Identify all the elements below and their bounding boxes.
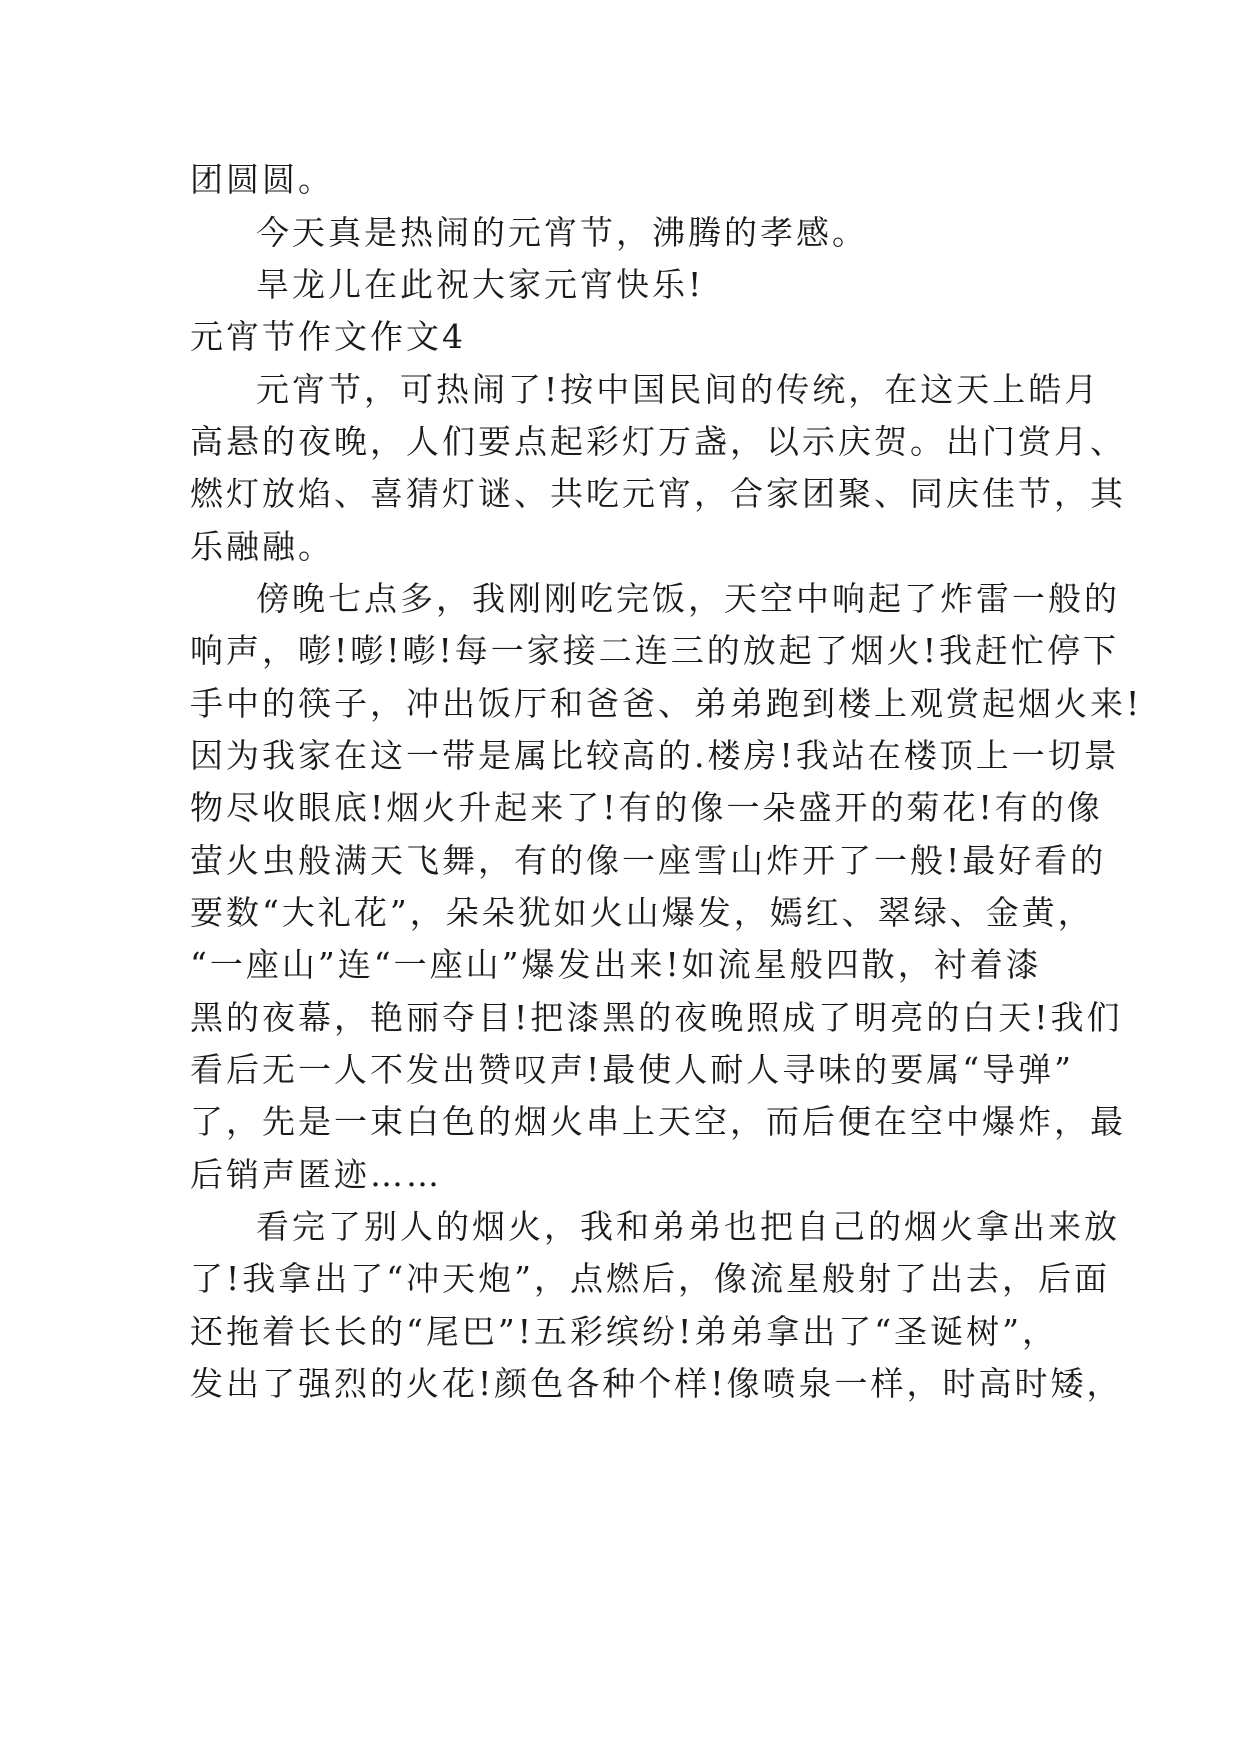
paragraph-line: 旱龙儿在此祝大家元宵快乐! (256, 265, 705, 304)
paragraph-line: 要数“大礼花”，朵朵犹如火山爆发，嫣红、翠绿、金黄， (190, 893, 1094, 932)
paragraph-line: 高悬的夜晚，人们要点起彩灯万盏，以示庆贺。出门赏月、 (190, 422, 1126, 461)
paragraph-line: 后销声匿迹…… (190, 1155, 442, 1194)
paragraph-line: 响声，嘭!嘭!嘭!每一家接二连三的放起了烟火!我赶忙停下 (190, 631, 1120, 670)
paragraph-line: 了!我拿出了“冲天炮”，点燃后，像流星般射了出去，后面 (190, 1259, 1111, 1298)
paragraph-line: 今天真是热闹的元宵节，沸腾的孝感。 (256, 213, 868, 252)
paragraph-line: 还拖着长长的“尾巴”!五彩缤纷!弟弟拿出了“圣诞树”， (190, 1312, 1059, 1351)
paragraph-line: 手中的筷子，冲出饭厅和爸爸、弟弟跑到楼上观赏起烟火来! (190, 684, 1143, 723)
paragraph-line: “一座山”连“一座山”爆发出来!如流星般四散，衬着漆 (190, 945, 1042, 984)
paragraph-line: 了，先是一束白色的烟火串上天空，而后便在空中爆炸，最 (190, 1102, 1126, 1141)
paragraph-line: 看后无一人不发出赞叹声!最使人耐人寻味的要属“导弹” (190, 1050, 1075, 1089)
paragraph-line: 发出了强烈的火花!颜色各种个样!像喷泉一样，时高时矮， (190, 1364, 1123, 1403)
paragraph-line: 团圆圆。 (190, 160, 334, 199)
paragraph-line: 萤火虫般满天飞舞，有的像一座雪山炸开了一般!最好看的 (190, 841, 1107, 880)
paragraph-line: 燃灯放焰、喜猜灯谜、共吃元宵，合家团聚、同庆佳节，其 (190, 474, 1126, 513)
paragraph-line: 乐融融。 (190, 527, 334, 566)
paragraph-line: 因为我家在这一带是属比较高的.楼房!我站在楼顶上一切景 (190, 736, 1120, 775)
paragraph-line: 物尽收眼底!烟火升起来了!有的像一朵盛开的菊花!有的像 (190, 788, 1103, 827)
paragraph-line: 黑的夜幕，艳丽夺目!把漆黑的夜晚照成了明亮的白天!我们 (190, 998, 1123, 1037)
paragraph-line: 傍晚七点多，我刚刚吃完饭，天空中响起了炸雷一般的 (256, 579, 1120, 618)
paragraph-line: 看完了别人的烟火，我和弟弟也把自己的烟火拿出来放 (256, 1207, 1120, 1246)
section-heading: 元宵节作文作文4 (190, 317, 466, 356)
paragraph-line: 元宵节，可热闹了!按中国民间的传统，在这天上皓月 (256, 370, 1101, 409)
